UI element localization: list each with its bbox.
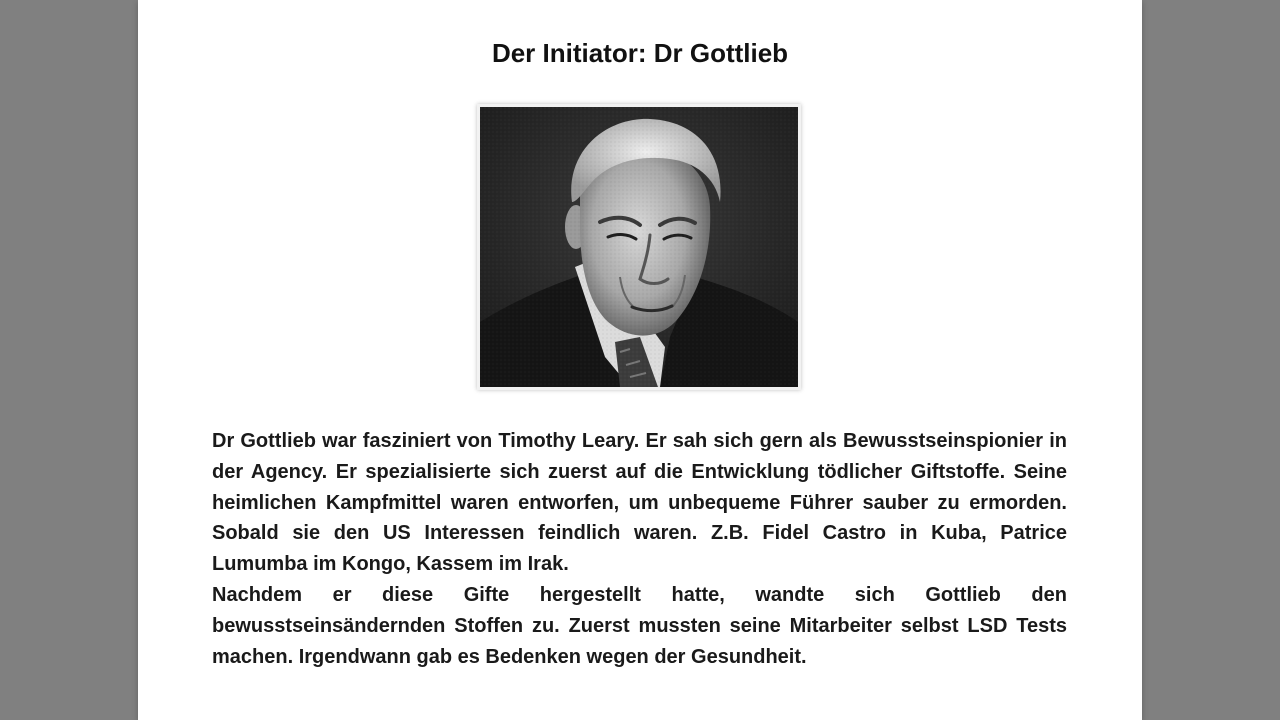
body-text bbox=[212, 426, 1067, 672]
document-page bbox=[138, 0, 1142, 720]
portrait-frame bbox=[477, 104, 801, 390]
portrait-photo bbox=[480, 107, 798, 387]
page-title: Der Initiator: Dr Gottlieb bbox=[491, 38, 789, 68]
paragraph: Nachdem er diese Gifte hergestellt hatte, wandte sich Gottlieb den bewusstseinsändernden Stoffen zu. Zuerst mussten seine Mitarbeiter selbst LSD Tests machen. Irgendwann gab es Bedenken wegen der Gesundheit. bbox=[212, 583, 1067, 668]
paragraph: Dr Gottlieb war fasziniert von Timothy Leary. Er sah sich gern als Bewusstseinspionier in der Agency. Er spezialisierte sich zuerst auf die Entwicklung tödlicher Giftstoffe. Seine heimlichen Kampfmittel waren entworfen, um unbequeme Führer sauber zu ermorden. Sobald sie den US Interessen feindlich waren. Z.B. Fidel Castro in Kuba, Patrice Lumumba im Kongo, Kassem im Irak. bbox=[212, 430, 1067, 576]
